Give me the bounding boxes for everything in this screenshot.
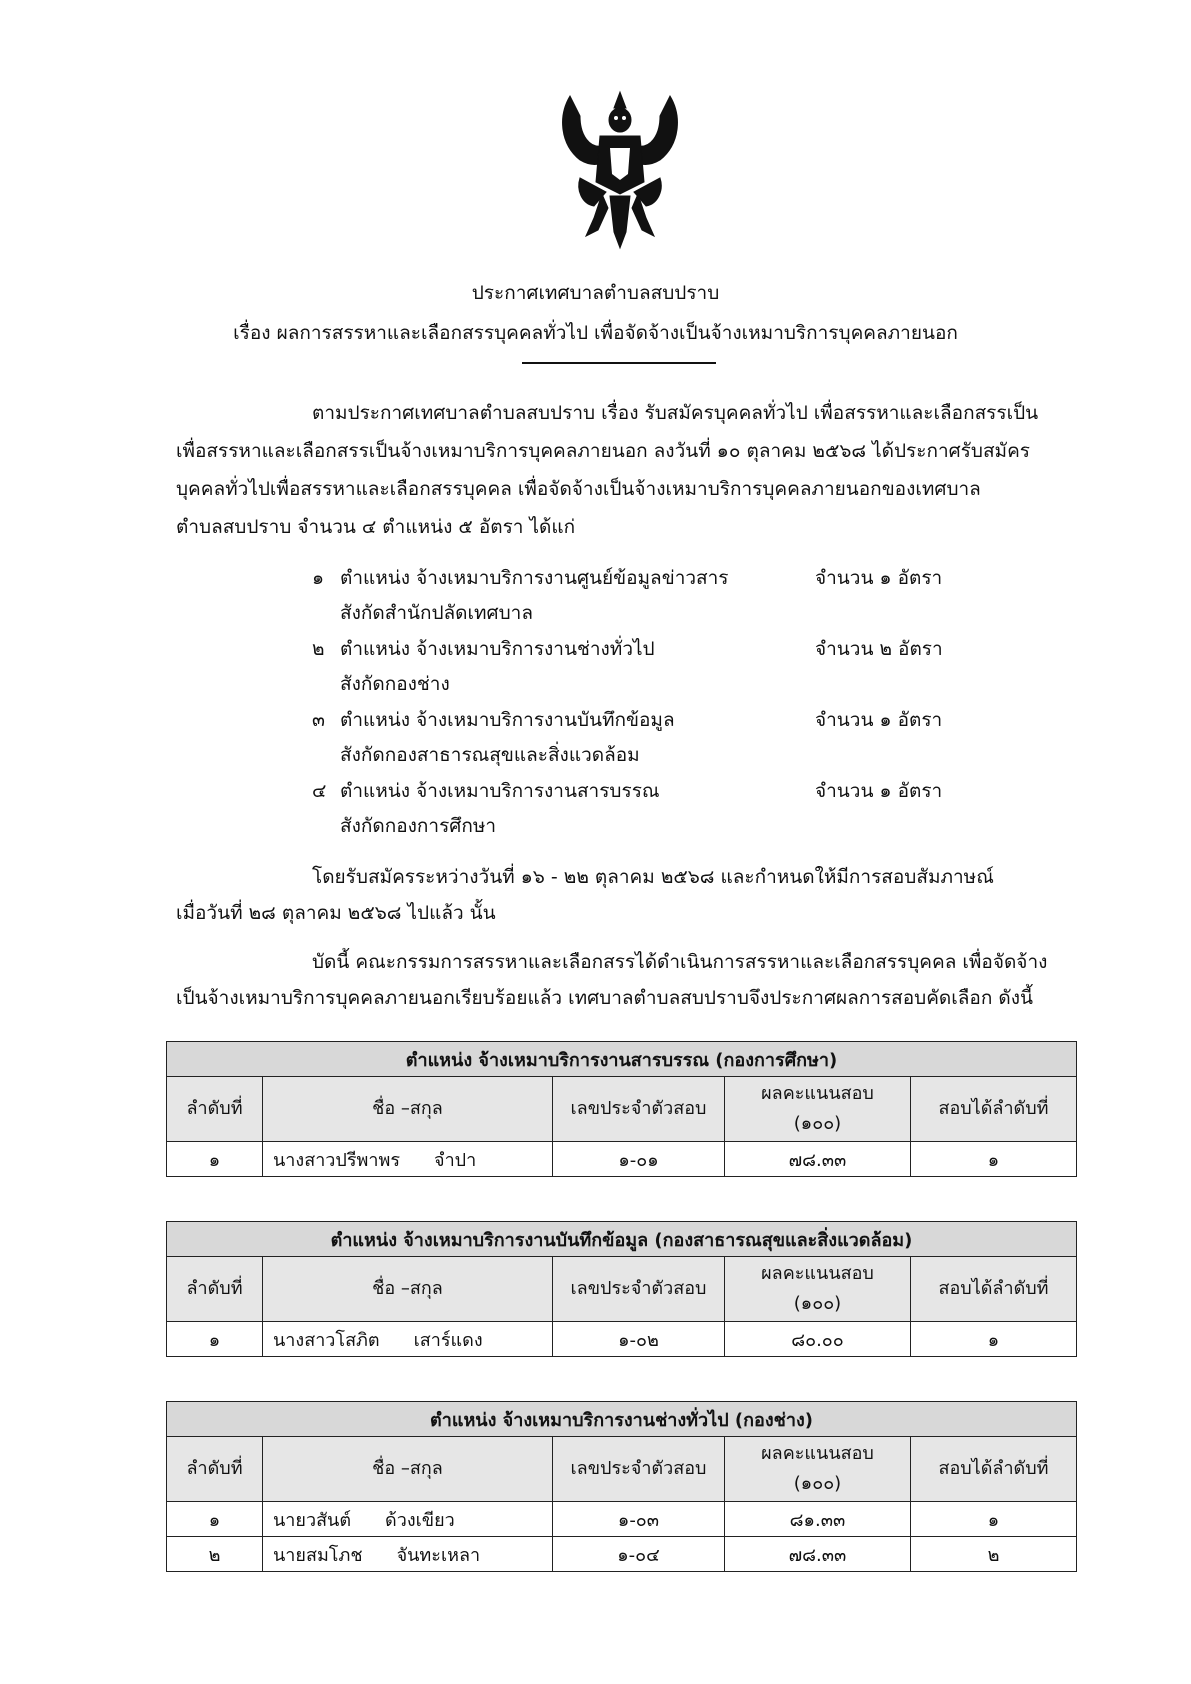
- header-order: ลำดับที่: [167, 1437, 263, 1502]
- header-exam-id: เลขประจำตัวสอบ: [553, 1077, 725, 1142]
- cell-exam-id: ๑-๐๓: [553, 1502, 725, 1537]
- position-unit: สังกัดกองสาธารณสุขและสิ่งแวดล้อม: [340, 744, 640, 766]
- position-number: ๔: [312, 780, 327, 802]
- position-unit-row: [0, 598, 1191, 628]
- position-item: [0, 776, 1191, 806]
- table-caption: ตำแหน่ง จ้างเหมาบริการงานสารบรรณ (กองการศึกษา): [167, 1042, 1077, 1077]
- cell-exam-id: ๑-๐๒: [553, 1322, 725, 1357]
- position-item: [0, 563, 1191, 593]
- cell-order: ๑: [167, 1142, 263, 1177]
- position-title: ตำแหน่ง จ้างเหมาบริการงานสารบรรณ: [340, 780, 660, 802]
- position-count: จำนวน ๑ อัตรา: [815, 567, 943, 589]
- header-score-max: (๑๐๐): [793, 1293, 842, 1314]
- results-table-technician: [166, 1401, 1077, 1572]
- cell-name: [263, 1537, 553, 1572]
- announcement-org: ประกาศเทศบาลตำบลสบปราบ: [471, 282, 720, 304]
- header-score-max: (๑๐๐): [793, 1473, 842, 1494]
- position-item: [0, 705, 1191, 735]
- header-order: ลำดับที่: [167, 1077, 263, 1142]
- announcement-subject: เรื่อง ผลการสรรหาและเลือกสรรบุคคลทั่วไป เพื่อจัดจ้างเป็นจ้างเหมาบริการบุคคลภายนอก: [233, 322, 958, 344]
- position-count: จำนวน ๒ อัตรา: [815, 638, 943, 660]
- position-count: จำนวน ๑ อัตรา: [815, 780, 943, 802]
- cell-order: ๑: [167, 1322, 263, 1357]
- header-score-label: ผลคะแนนสอบ: [761, 1083, 874, 1104]
- header-exam-id: เลขประจำตัวสอบ: [553, 1257, 725, 1322]
- table-row: [167, 1537, 1077, 1572]
- position-number: ๒: [312, 638, 325, 660]
- cell-score: ๗๘.๓๓: [725, 1537, 911, 1572]
- table-row: [167, 1142, 1077, 1177]
- dates-line-1: โดยรับสมัครระหว่างวันที่ ๑๖ - ๒๒ ตุลาคม ๒๕๖๘ และกำหนดให้มีการสอบสัมภาษณ์: [312, 866, 994, 888]
- intro-line-3: บุคคลทั่วไปเพื่อสรรหาและเลือกสรรบุคคล เพื่อจัดจ้างเป็นจ้างเหมาบริการบุคคลภายนอกของเทศบาล: [176, 478, 981, 500]
- last-name: เสาร์แดง: [413, 1329, 483, 1351]
- last-name: จันทะเหลา: [396, 1544, 481, 1566]
- position-number: ๓: [312, 709, 325, 731]
- header-score-label: ผลคะแนนสอบ: [761, 1443, 874, 1464]
- last-name: จำปา: [434, 1149, 477, 1171]
- cell-exam-id: ๑-๐๔: [553, 1537, 725, 1572]
- cell-name: [263, 1322, 553, 1357]
- header-order: ลำดับที่: [167, 1257, 263, 1322]
- result-line-2: เป็นจ้างเหมาบริการบุคคลภายนอกเรียบร้อยแล้ว เทศบาลตำบลสบปราบจึงประกาศผลการสอบคัดเลือก ดังนี้: [176, 987, 1033, 1009]
- header-score-max: (๑๐๐): [793, 1113, 842, 1134]
- header-score: [725, 1257, 911, 1322]
- last-name: ด้วงเขียว: [385, 1509, 455, 1531]
- results-table-data-entry: [166, 1221, 1077, 1357]
- position-unit: สังกัดกองช่าง: [340, 673, 450, 695]
- cell-order: ๒: [167, 1537, 263, 1572]
- cell-order: ๑: [167, 1502, 263, 1537]
- position-unit: สังกัดกองการศึกษา: [340, 815, 497, 837]
- cell-name: [263, 1142, 553, 1177]
- header-rank: สอบได้ลำดับที่: [911, 1257, 1077, 1322]
- cell-rank: ๑: [911, 1322, 1077, 1357]
- position-unit: สังกัดสำนักปลัดเทศบาล: [340, 602, 533, 624]
- first-name: นางสาวโสภิต: [273, 1329, 380, 1351]
- first-name: นายวสันต์: [273, 1509, 352, 1531]
- header-score-label: ผลคะแนนสอบ: [761, 1263, 874, 1284]
- header-name: ชื่อ –สกุล: [263, 1077, 553, 1142]
- cell-score: ๘๑.๓๓: [725, 1502, 911, 1537]
- cell-rank: ๒: [911, 1537, 1077, 1572]
- first-name: นางสาวปรีพาพร: [273, 1149, 401, 1171]
- header-score: [725, 1077, 911, 1142]
- cell-score: ๗๘.๓๓: [725, 1142, 911, 1177]
- header-score: [725, 1437, 911, 1502]
- cell-exam-id: ๑-๐๑: [553, 1142, 725, 1177]
- position-number: ๑: [312, 567, 325, 589]
- table-row: [167, 1322, 1077, 1357]
- table-row: [167, 1502, 1077, 1537]
- intro-line-2: เพื่อสรรหาและเลือกสรรเป็นจ้างเหมาบริการบุคคลภายนอก ลงวันที่ ๑๐ ตุลาคม ๒๕๖๘ ได้ประกาศรับสมัคร: [176, 440, 1030, 462]
- cell-name: [263, 1502, 553, 1537]
- table-caption: ตำแหน่ง จ้างเหมาบริการงานช่างทั่วไป (กองช่าง): [167, 1402, 1077, 1437]
- position-count: จำนวน ๑ อัตรา: [815, 709, 943, 731]
- position-title: ตำแหน่ง จ้างเหมาบริการงานช่างทั่วไป: [340, 638, 655, 660]
- header-exam-id: เลขประจำตัวสอบ: [553, 1437, 725, 1502]
- cell-rank: ๑: [911, 1502, 1077, 1537]
- results-table-saraban: [166, 1041, 1077, 1177]
- header-rank: สอบได้ลำดับที่: [911, 1077, 1077, 1142]
- table-caption: ตำแหน่ง จ้างเหมาบริการงานบันทึกข้อมูล (กองสาธารณสุขและสิ่งแวดล้อม): [167, 1222, 1077, 1257]
- position-unit-row: [0, 669, 1191, 699]
- dates-line-2: เมื่อวันที่ ๒๘ ตุลาคม ๒๕๖๘ ไปแล้ว นั้น: [176, 902, 496, 924]
- result-line-1: บัดนี้ คณะกรรมการสรรหาและเลือกสรรได้ดำเนินการสรรหาและเลือกสรรบุคคล เพื่อจัดจ้าง: [312, 951, 1048, 973]
- header-name: ชื่อ –สกุล: [263, 1257, 553, 1322]
- cell-rank: ๑: [911, 1142, 1077, 1177]
- position-unit-row: [0, 811, 1191, 841]
- position-item: [0, 634, 1191, 664]
- intro-line-4: ตำบลสบปราบ จำนวน ๔ ตำแหน่ง ๕ อัตรา ได้แก่: [176, 516, 576, 538]
- position-unit-row: [0, 740, 1191, 770]
- header-rank: สอบได้ลำดับที่: [911, 1437, 1077, 1502]
- first-name: นายสมโภช: [273, 1544, 363, 1566]
- position-title: ตำแหน่ง จ้างเหมาบริการงานศูนย์ข้อมูลข่าวสาร: [340, 567, 729, 589]
- title-underline: [522, 362, 716, 364]
- cell-score: ๘๐.๐๐: [725, 1322, 911, 1357]
- position-title: ตำแหน่ง จ้างเหมาบริการงานบันทึกข้อมูล: [340, 709, 675, 731]
- intro-line-1: ตามประกาศเทศบาลตำบลสบปราบ เรื่อง รับสมัครบุคคลทั่วไป เพื่อสรรหาและเลือกสรรเป็น: [312, 402, 1039, 424]
- garuda-emblem-icon: [540, 86, 700, 256]
- header-name: ชื่อ –สกุล: [263, 1437, 553, 1502]
